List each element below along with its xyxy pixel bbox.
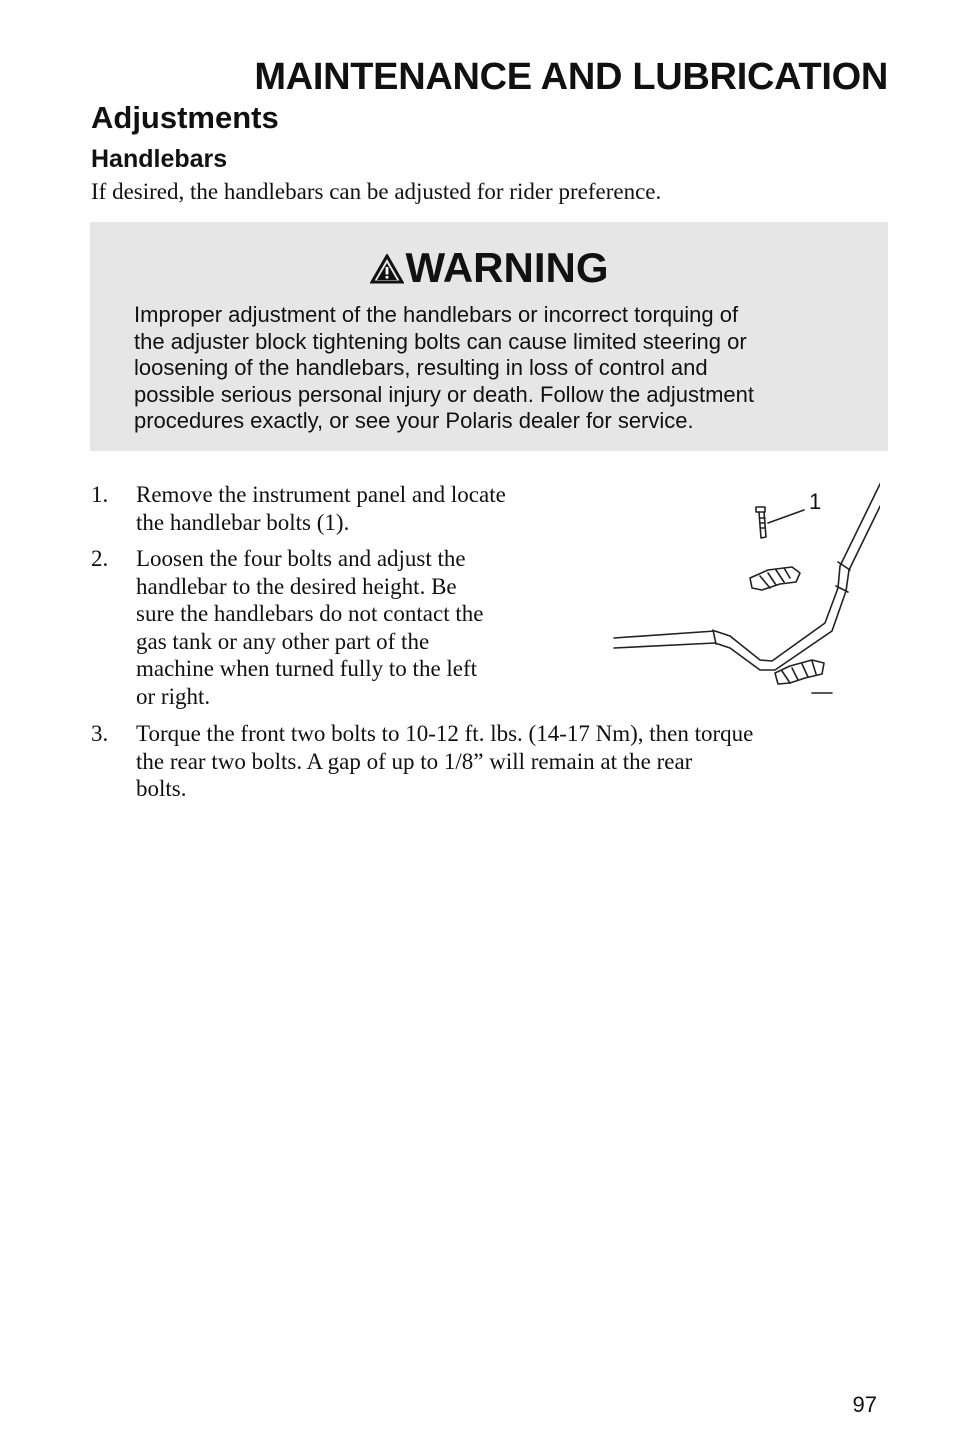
handlebar-tube-edge <box>614 480 880 661</box>
section-title: Adjustments <box>91 100 279 135</box>
warning-line: the adjuster block tightening bolts can cause limited steering or <box>134 328 747 354</box>
callout-label: 1 <box>809 489 822 514</box>
warning-triangle-icon <box>370 254 404 284</box>
step-number: 2. <box>91 546 109 571</box>
warning-line: possible serious personal injury or death. Follow the adjustment <box>134 381 754 407</box>
warning-heading <box>90 244 888 292</box>
step-text: Loosen the four bolts and adjust the handlebar to the desired height. Be sure the handlebars do not contact the gas tank or any other part of the machine when turned fully to the left or right. <box>136 546 484 709</box>
callout-leader <box>768 510 804 523</box>
step-number: 3. <box>91 721 109 746</box>
page-number: 97 <box>852 1392 877 1417</box>
warning-line: loosening of the handlebars, resulting in loss of control and <box>134 355 708 380</box>
step-text: Torque the front two bolts to 10-12 ft. lbs. (14-17 Nm), then torque the rear two bolts. A gap of up to 1/8” will remain at the rear bolts. <box>136 721 754 801</box>
chapter-title: MAINTENANCE AND LUBRICATION <box>254 56 888 98</box>
intro-paragraph: If desired, the handlebars can be adjusted for rider preference. <box>91 179 662 204</box>
step-text: Remove the instrument panel and locate the handlebar bolts (1). <box>136 482 506 535</box>
handlebar-illustration <box>600 478 880 708</box>
handlebar-tube-edge <box>614 490 880 670</box>
warning-heading-text: WARNING <box>405 244 609 291</box>
warning-box <box>90 222 888 451</box>
warning-line: Improper adjustment of the handlebars or incorrect torquing of <box>134 302 739 327</box>
bolt-part <box>756 507 765 512</box>
warning-line: procedures exactly, or see your Polaris dealer for service. <box>134 408 694 433</box>
clamp-block <box>750 567 800 590</box>
subsection-title: Handlebars <box>91 145 228 173</box>
step-number: 1. <box>91 482 109 507</box>
warning-text <box>134 302 864 435</box>
